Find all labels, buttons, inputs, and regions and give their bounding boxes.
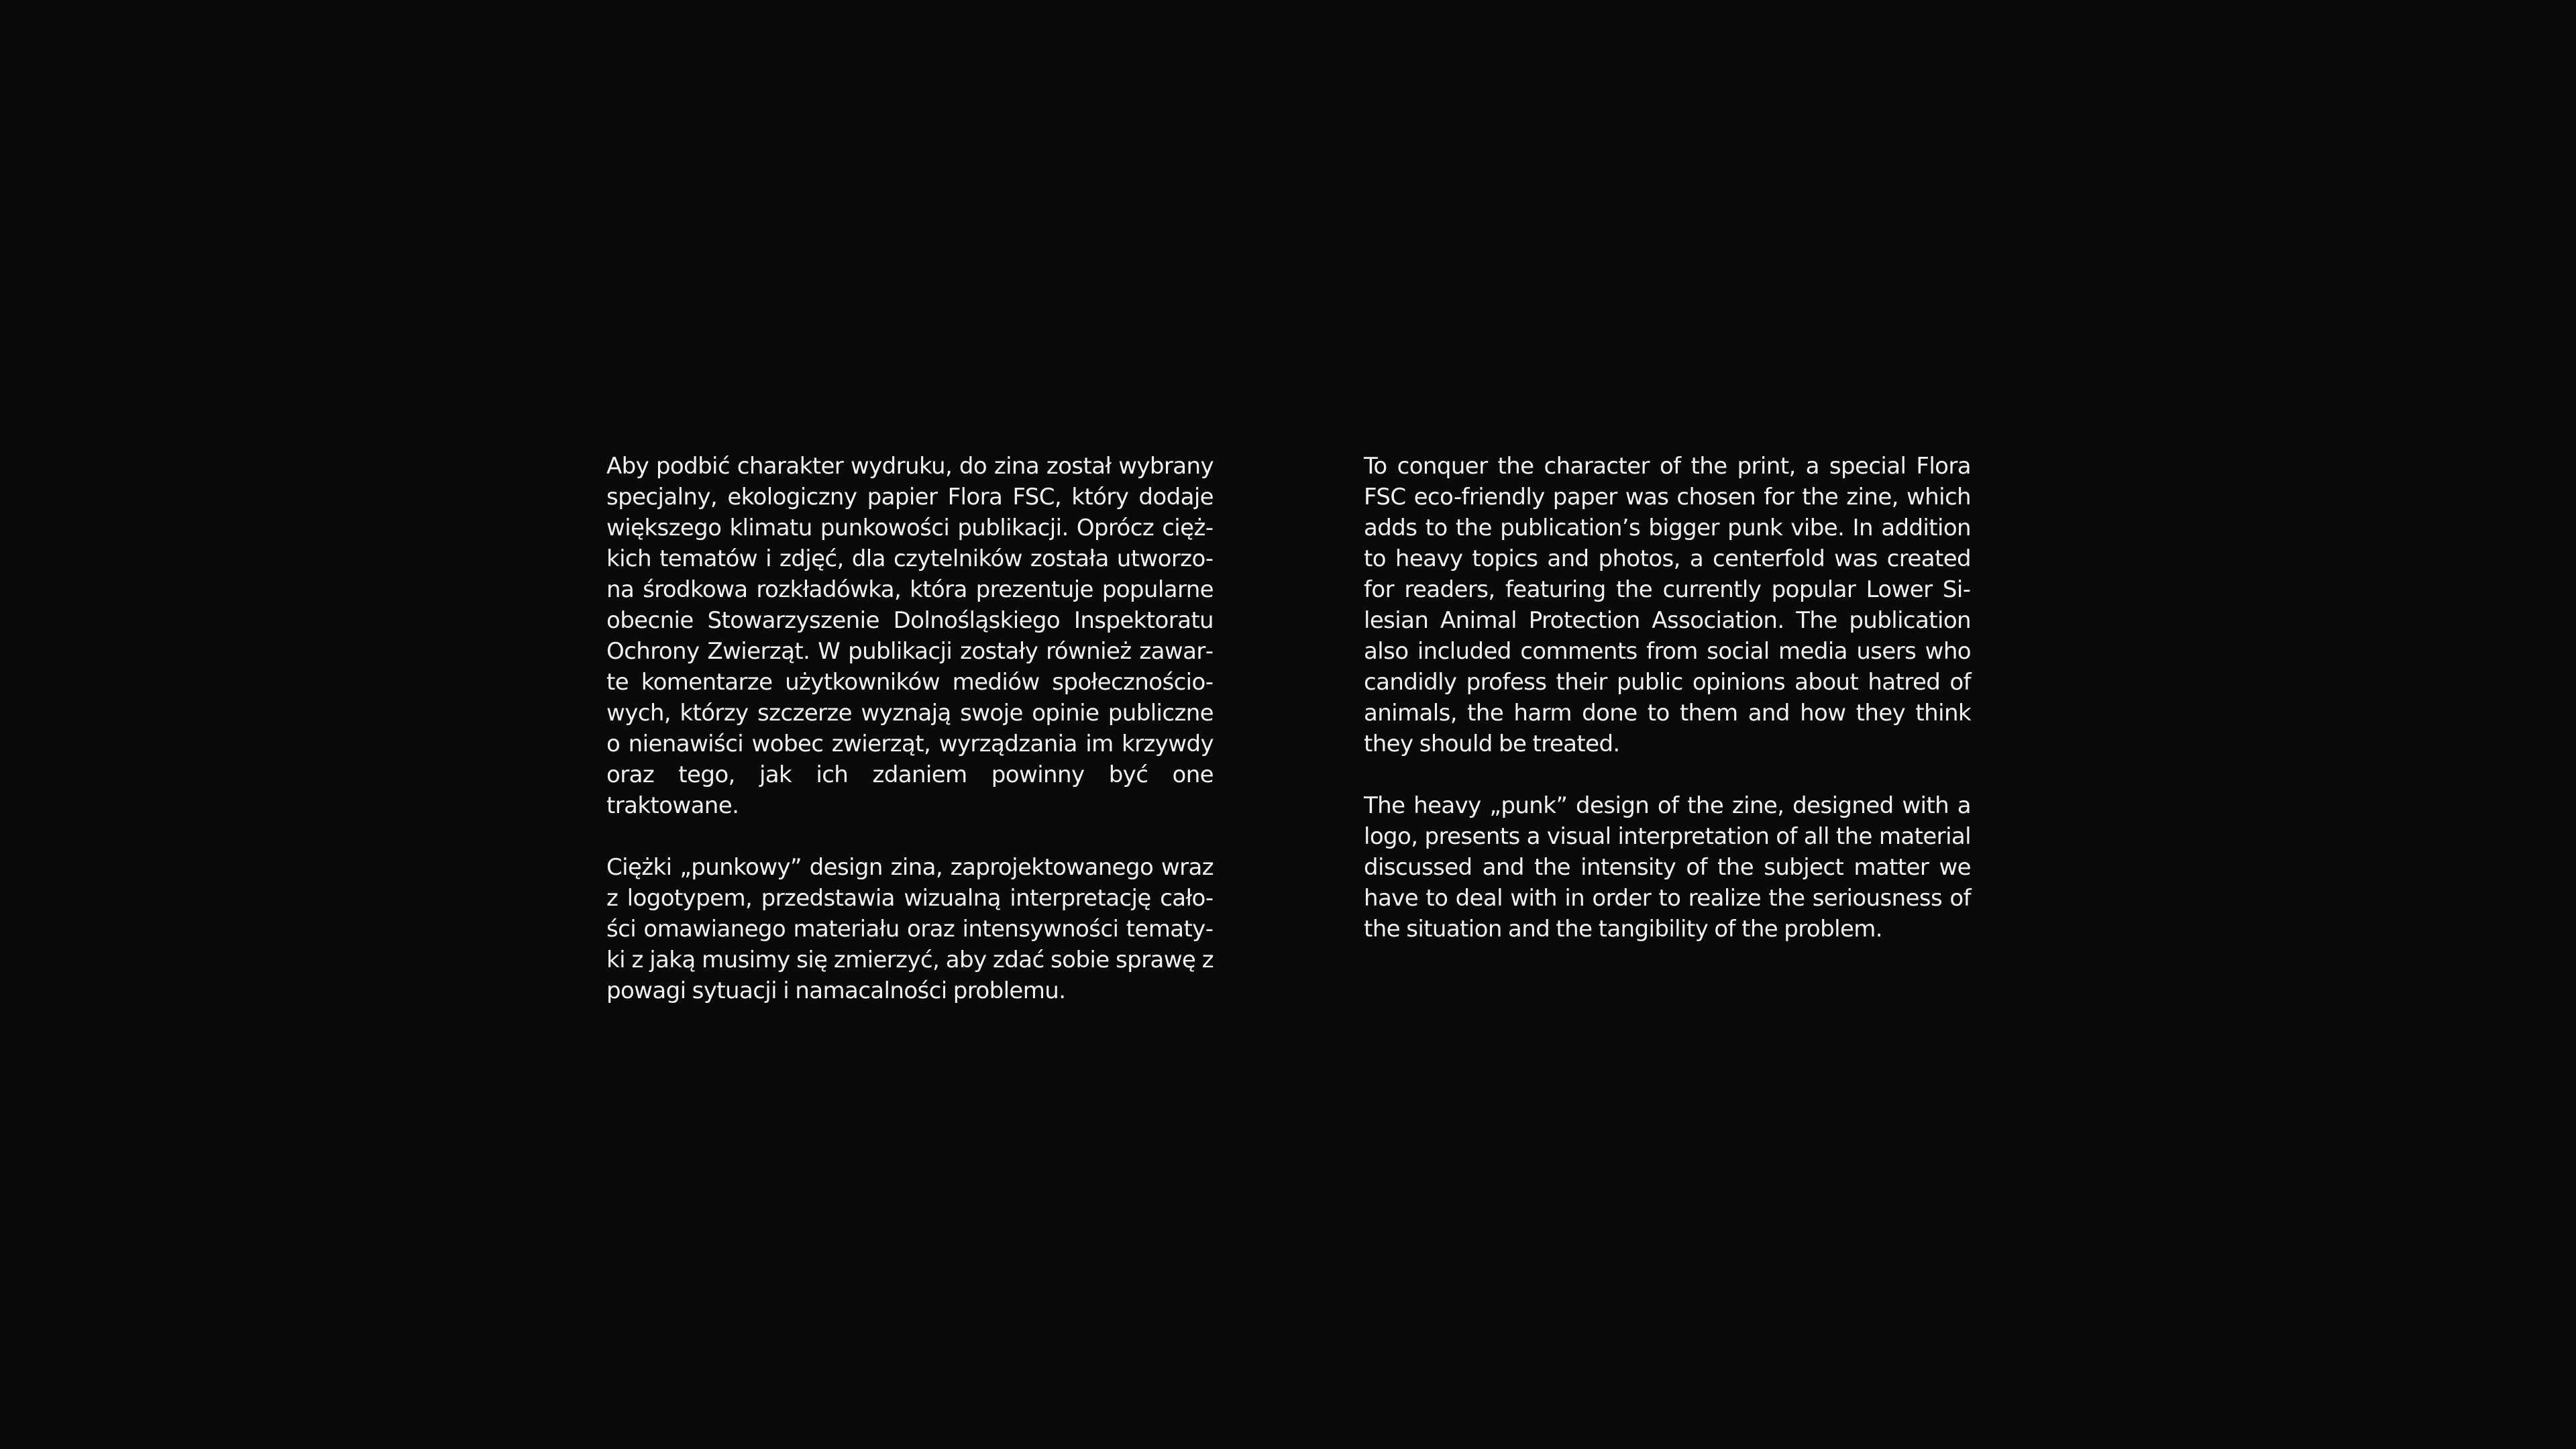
polish-text-column	[606, 451, 1214, 1037]
english-paragraph-1: To conquer the character of the print, a special Flora FSC eco-friendly paper was chosen for the zine, which adds to the publication’s bigger punk vibe. In addition to heavy topics and photos, a centerfold was created for readers, featuring the currently popular Lower Silesian Animal Protection Association. The publication also included comments from social media users who candidly profess their public opinions about hatred of animals, the harm done to them and how they think they should be treated.	[1364, 453, 1971, 757]
english-paragraph-2: The heavy „punk” design of the zine, designed with a logo, presents a visual interpretation of all the material discussed and the intensity of the subject matter we have to deal with in order to realize the seriousness of the situation and the tangibility of the problem.	[1364, 792, 1971, 943]
polish-paragraph-2: Ciężki „punkowy” design zina, zaprojektowanego wraz z logotypem, przedstawia wizualną interpretację całości omawianego materiału oraz intensywności tematyki z jaką musimy się zmierzyć, aby zdać sobie sprawę z powagi sytuacji i namacalności problemu.	[606, 854, 1214, 1004]
polish-paragraph-1: Aby podbić charakter wydruku, do zina został wybrany specjalny, ekologiczny papier Flora FSC, który dodaje większego klimatu punkowości publikacji. Oprócz ciężkich tematów i zdjęć, dla czytelników została utworzona środkowa rozkładówka, która prezentuje popularne obecnie Stowarzyszenie Dolnośląskiego Inspektoratu Ochrony Zwierząt. W publikacji zostały również zawarte komentarze użytkowników mediów społecznościowych, którzy szczerze wyznają swoje opinie publiczne o nienawiści wobec zwierząt, wyrządzania im krzywdy oraz tego, jak ich zdaniem powinny być one traktowane.	[606, 453, 1214, 819]
english-text-column	[1364, 451, 1971, 975]
